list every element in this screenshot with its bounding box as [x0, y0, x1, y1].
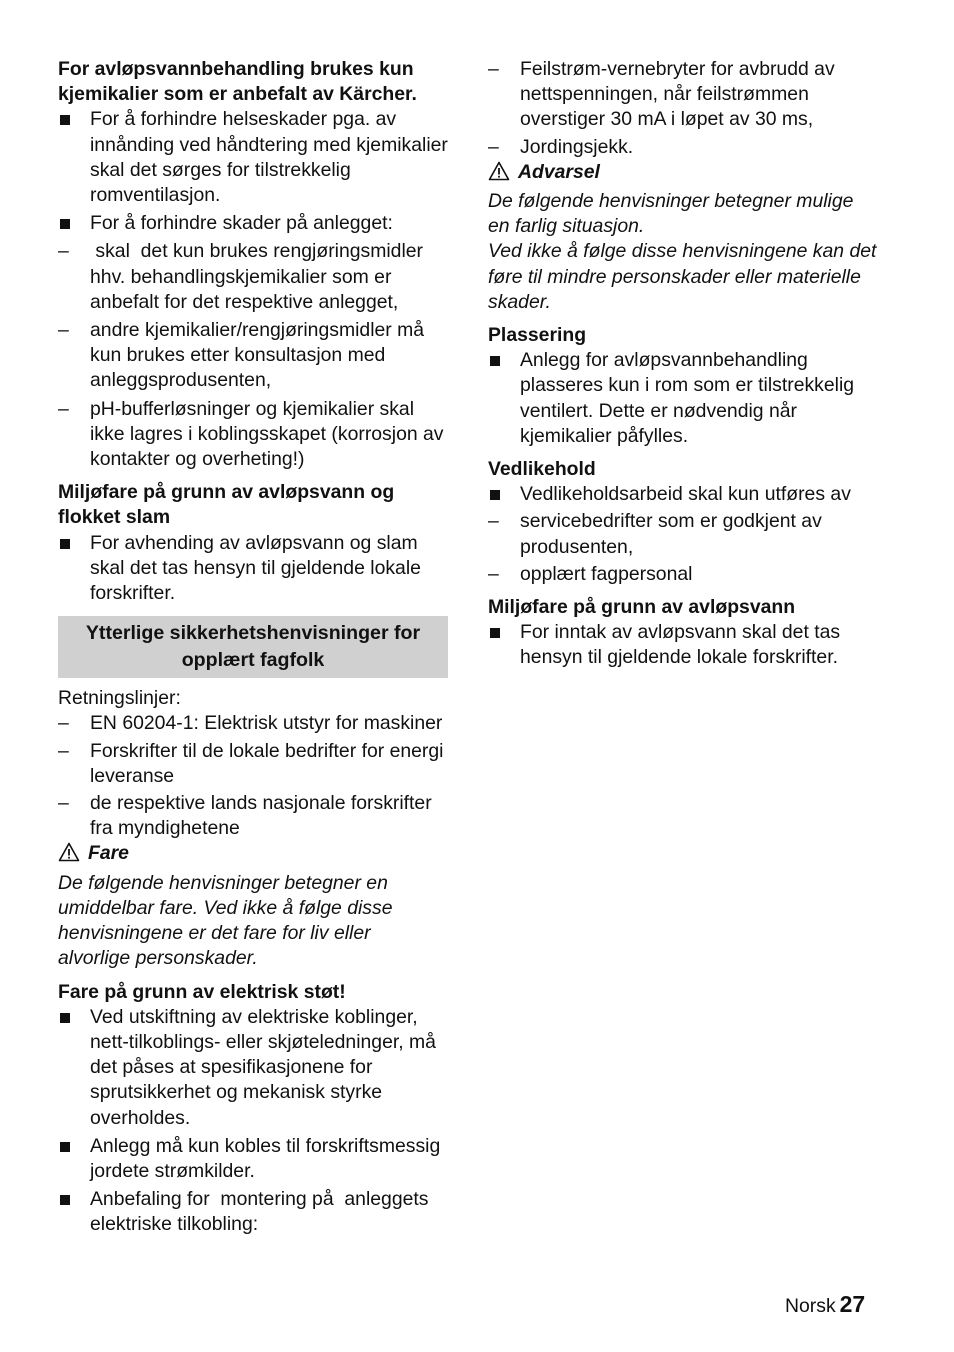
square-bullet-icon	[490, 628, 500, 638]
dash-marker: –	[488, 135, 499, 158]
dash-item: – Jordingsjekk.	[488, 135, 880, 160]
dash-marker: –	[58, 319, 69, 342]
warning-triangle-icon	[488, 161, 510, 181]
section-heading-placement: Plassering	[488, 324, 587, 347]
bullet-item: For avhending av avløpsvann og slam skal det tas hensyn til gjeldende lokale forskrifter.	[58, 531, 448, 607]
dash-marker: –	[58, 240, 69, 263]
dash-item: – servicebedrifter som er godkjent av produsenten,	[488, 510, 822, 558]
bullet-item: Vedlikeholdsarbeid skal kun utføres av	[488, 482, 880, 507]
warning-text: De følgende henvisninger betegner mulige en farlig situasjon.	[488, 190, 854, 238]
bullet-item: Anlegg må kun kobles til forskriftsmessig jordete strømkilder.	[58, 1134, 448, 1184]
square-bullet-icon	[60, 1013, 70, 1023]
square-bullet-icon	[60, 539, 70, 549]
dash-marker: –	[488, 510, 499, 533]
dash-marker: –	[58, 712, 69, 735]
guidelines-label: Retningslinjer:	[58, 687, 181, 710]
page-number: 27	[839, 1291, 866, 1317]
square-bullet-icon	[490, 356, 500, 366]
dash-item: – pH-bufferløsninger og kjemikalier skal ikke lagres i koblingsskapet (korrosjon av kontakter og overheting!)	[58, 397, 444, 471]
square-bullet-icon	[60, 1195, 70, 1205]
section-heading-electric-shock: Fare på grunn av elektrisk støt!	[58, 980, 346, 1003]
dash-marker: –	[488, 562, 499, 585]
square-bullet-icon	[60, 115, 70, 125]
dash-item: – Feilstrøm-vernebryter for avbrudd av nettspenningen, når feilstrømmen overstiger 30 mA i løpet av 30 ms,	[488, 58, 835, 131]
right-column	[488, 57, 880, 671]
bullet-item: Anbefaling for montering på anleggets elektriske tilkobling:	[58, 1187, 448, 1237]
bullet-item: For å forhindre helseskader pga. av innånding ved håndtering med kjemikalier skal det sørges for tilstrekkelig romventilasjon.	[58, 107, 448, 208]
footer-language: Norsk	[785, 1295, 836, 1317]
danger-text: De følgende henvisninger betegner en umiddelbar fare. Ved ikke å følge disse henvisningene er det fare for liv eller alvorlige personskader.	[58, 871, 393, 970]
warning-label: Advarsel	[488, 160, 880, 185]
danger-label: Fare	[58, 841, 448, 866]
left-column	[58, 57, 448, 1238]
section-heading-maintenance: Vedlikehold	[488, 458, 596, 481]
bullet-item: For å forhindre skader på anlegget:	[58, 211, 448, 236]
dash-item: – EN 60204-1: Elektrisk utstyr for maskiner	[58, 711, 448, 736]
bullet-item: For inntak av avløpsvann skal det tas hensyn til gjeldende lokale forskrifter.	[488, 620, 880, 670]
section-heading-environment: Miljøfare på grunn av avløpsvann og flokket slam	[58, 481, 395, 529]
warning-triangle-icon	[58, 842, 80, 862]
section-heading-wastewater: Miljøfare på grunn av avløpsvann	[488, 596, 796, 619]
dash-marker: –	[58, 397, 69, 420]
dash-item: – andre kjemikalier/rengjøringsmidler må kun brukes etter konsultasjon med anleggsprodusenten,	[58, 319, 425, 392]
section-heading-chemicals: For avløpsvannbehandling brukes kun kjemikalier som er anbefalt av Kärcher.	[58, 58, 417, 106]
bullet-item: Ved utskiftning av elektriske koblinger, nett-tilkoblings- eller skjøteledninger, må det påses at spesifikasjonene for sprutsikkerhet og mekanisk styrke overholdes.	[58, 1005, 448, 1131]
dash-item: – Forskrifter til de lokale bedrifter for energi leveranse	[58, 739, 444, 787]
dash-marker: –	[488, 58, 499, 80]
square-bullet-icon	[490, 490, 500, 500]
dash-item: – opplært fagpersonal	[488, 562, 880, 587]
square-bullet-icon	[60, 219, 70, 229]
bullet-item: Anlegg for avløpsvannbehandling plasseres kun i rom som er tilstrekkelig ventilert. Dette er nødvendig når kjemikalier påfylles.	[488, 348, 880, 449]
section-title-box: Ytterlige sikkerhetshenvisninger for opplært fagfolk	[58, 616, 448, 678]
dash-item: – de respektive lands nasjonale forskrifter fra myndighetene	[58, 792, 432, 840]
dash-marker: –	[58, 792, 69, 815]
dash-marker: –	[58, 739, 69, 762]
dash-item: – skal det kun brukes rengjøringsmidler hhv. behandlingskjemikalier som er anbefalt for det respektive anlegget,	[58, 240, 429, 313]
page-footer	[785, 1292, 865, 1319]
warning-text: Ved ikke å følge disse henvisningene kan det føre til mindre personskader eller materielle skader.	[488, 240, 877, 313]
square-bullet-icon	[60, 1142, 70, 1152]
